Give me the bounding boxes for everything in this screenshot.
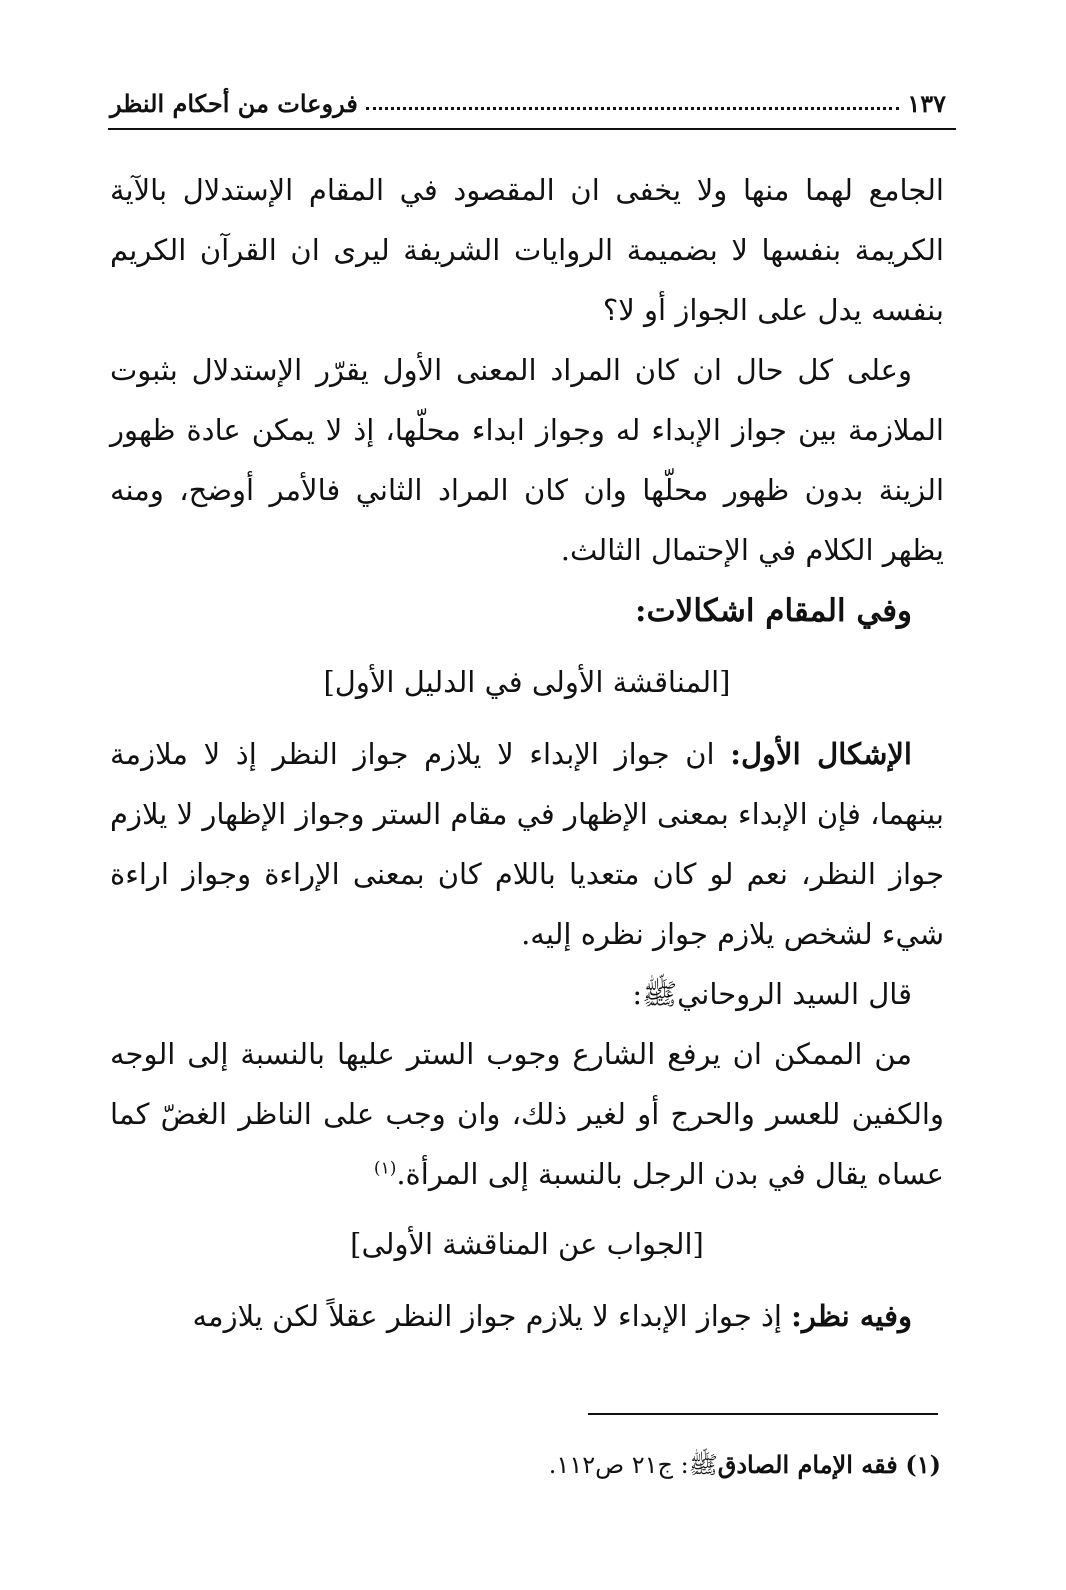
footnote-marker: (١) bbox=[905, 1450, 941, 1479]
footnote-reference[interactable]: (١) bbox=[373, 1158, 397, 1179]
quote-intro-text: قال السيد الروحاني bbox=[677, 977, 912, 1011]
first-problem-label: الإشكال الأول: bbox=[730, 737, 912, 771]
section-title-answer: [الجواب عن المناقشة الأولى] bbox=[350, 1227, 704, 1261]
paragraph-1: الجامع لهما منها ولا يخفى ان المقصود في المقام الإستدلال بالآية الكريمة بنفسها لا بضميمة الروايات الشريفة ليرى ان القرآن الكريم بنفسه يدل على الجواز أو لا؟ bbox=[110, 173, 944, 327]
objection-label: وفيه نظر: bbox=[791, 1299, 912, 1333]
paragraph-2: وعلى كل حال ان كان المراد المعنى الأول يقرّر الإستدلال بثبوت الملازمة بين جواز الإبداء له وجواز ابداء محلّها، إذ لا يمكن عادة ظهور الزينة بدون ظهور محلّها وان كان المراد الثاني فالأمر أوضح، ومنه يظهر الكلام في الإحتمال الثالث. bbox=[110, 353, 944, 567]
paragraph-5 bbox=[110, 1286, 944, 1346]
running-title: فروعات من أحكام النظر bbox=[110, 89, 358, 118]
footnote-citation: : ج٢١ ص١١٢. bbox=[548, 1451, 689, 1479]
honorific-symbol: ﷺ bbox=[642, 977, 678, 1011]
paragraph-3-text: ان جواز الإبداء لا يلازم جواز النظر إذ لا ملازمة بينهما، فإن الإبداء بمعنى الإظهار في مقام الستر وجواز الإظهار لا يلازم جواز النظر، نعم لو كان متعديا باللام كان بمعنى الإراءة وجواز اراءة شيء لشخص يلازم جواز نظره إليه. bbox=[110, 737, 944, 951]
running-header bbox=[110, 78, 946, 118]
paragraph-5-text: إذ جواز الإبداء لا يلازم جواز النظر عقلاً لكن يلازمه bbox=[192, 1299, 792, 1333]
header-rule bbox=[108, 128, 956, 130]
quote-colon: : bbox=[632, 977, 643, 1011]
page-number: ١٣٧ bbox=[907, 89, 946, 118]
dotted-leader bbox=[366, 107, 900, 110]
footnote-source: فقه الإمام الصادق bbox=[717, 1450, 898, 1479]
quote-intro bbox=[110, 964, 944, 1024]
paragraph-3 bbox=[110, 724, 944, 964]
section-title-first-discussion: [المناقشة الأولى في الدليل الأول] bbox=[323, 665, 731, 699]
paragraph-4-text: من الممكن ان يرفع الشارع وجوب الستر عليها بالنسبة إلى الوجه والكفين للعسر والحرج أو لغير ذلك، وان وجب على الناظر الغضّ كما عساه يقال في بدن الرجل بالنسبة إلى المرأة. bbox=[110, 1037, 944, 1191]
page-body bbox=[110, 160, 944, 1346]
footnote-rule bbox=[588, 1413, 938, 1415]
paragraph-4 bbox=[110, 1024, 944, 1204]
problems-heading: وفي المقام اشكالات: bbox=[635, 593, 912, 629]
footnote-honorific: ﷺ bbox=[688, 1451, 718, 1479]
footnote bbox=[110, 1447, 941, 1483]
